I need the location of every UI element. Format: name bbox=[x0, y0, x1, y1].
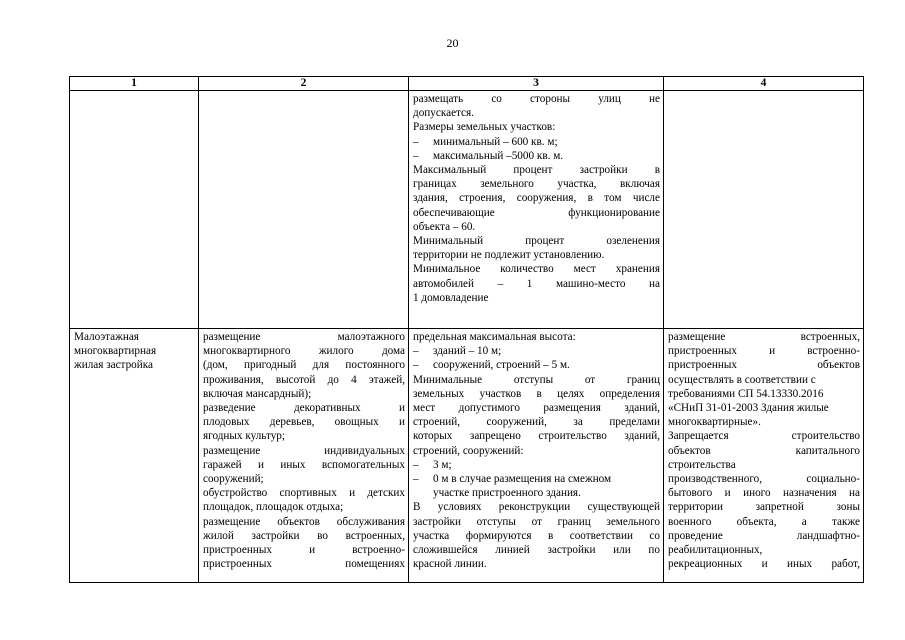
text-line: осуществлять в соответствии с bbox=[668, 373, 816, 386]
text-line: допускается. bbox=[413, 107, 474, 120]
page-number: 20 bbox=[446, 36, 459, 50]
text-line: территории запретной зоны bbox=[668, 501, 860, 514]
text-line: границах земельного участка, включая bbox=[413, 178, 660, 191]
text-line: рекреационных и иных работ, bbox=[668, 558, 860, 571]
column-header-2: 2 bbox=[199, 77, 409, 91]
dash-list-item: – минимальный – 600 кв. м; bbox=[413, 135, 558, 148]
text-line: участка формируются в соответствии со bbox=[413, 529, 660, 542]
text-line: реабилитационных, bbox=[668, 544, 763, 557]
text-line: ягодных культур; bbox=[203, 430, 285, 443]
dash-list-item: – максимальный –5000 кв. м. bbox=[413, 149, 564, 162]
text-line: автомобилей – 1 машино-место на bbox=[413, 277, 660, 290]
column-header-1: 1 bbox=[70, 77, 199, 91]
text-line: производственного, социально- bbox=[668, 473, 860, 486]
text-line: застройки отступы от границ земельного bbox=[413, 515, 660, 528]
text-line: площадок, площадок отдыха; bbox=[203, 501, 344, 514]
row2-col1-cell bbox=[70, 329, 199, 583]
text-line: требованиями СП 54.13330.2016 bbox=[668, 387, 824, 400]
text-line: земельных участков в целях определения bbox=[413, 387, 660, 400]
text-line: строений, сооружений, за пределами bbox=[413, 416, 660, 429]
row1-col3-cell bbox=[409, 91, 664, 329]
text-line: размещение объектов обслуживания bbox=[203, 515, 405, 528]
column-header-4: 4 bbox=[664, 77, 864, 91]
text-line: разведение декоративных и bbox=[203, 402, 405, 415]
use-type-line: Малоэтажная bbox=[74, 331, 139, 343]
text-line: проведение ландшафтно- bbox=[668, 529, 860, 542]
text-line: размещение малоэтажного bbox=[203, 331, 405, 343]
text-line: жилой застройки во встроенных, bbox=[203, 529, 405, 542]
text-line: гаражей и иных вспомогательных bbox=[203, 458, 405, 471]
column-header-3: 3 bbox=[409, 77, 664, 91]
text-line: пристроенных и встроенно- bbox=[203, 544, 405, 557]
dash-list-item: – 3 м; bbox=[413, 458, 452, 471]
text-line: Размеры земельных участков: bbox=[413, 121, 556, 134]
text-line: обустройство спортивных и детских bbox=[203, 487, 405, 500]
text-line: мест допустимого размещения зданий, bbox=[413, 402, 660, 415]
text-line: проживания, высотой до 4 этажей, bbox=[203, 373, 405, 386]
dash-list-item: – зданий – 10 м; bbox=[413, 345, 502, 358]
text-line: Минимальный процент озеленения bbox=[413, 235, 660, 248]
zoning-table bbox=[69, 76, 864, 583]
text-line: Минимальные отступы от границ bbox=[413, 373, 660, 386]
text-line: Минимальное количество мест хранения bbox=[413, 263, 660, 276]
text-line: Максимальный процент застройки в bbox=[413, 164, 660, 177]
text-line: размещение индивидуальных bbox=[203, 444, 405, 457]
table-row bbox=[70, 91, 864, 329]
table-row bbox=[70, 329, 864, 583]
row2-col2-cell bbox=[199, 329, 409, 583]
text-line: включая мансардный); bbox=[203, 387, 312, 400]
text-line: Запрещается строительство bbox=[668, 430, 860, 443]
use-type-line: многоквартирная bbox=[74, 345, 157, 358]
text-line: которых запрещено строительство зданий, bbox=[413, 430, 660, 443]
text-line: обеспечивающие функционирование bbox=[413, 206, 660, 219]
text-line: многоквартирные». bbox=[668, 416, 761, 429]
dash-list-item: – 0 м в случае размещения на смежном bbox=[413, 473, 612, 486]
text-line: 1 домовладение bbox=[413, 291, 489, 304]
row1-col1-cell bbox=[70, 91, 199, 329]
text-line: предельная максимальная высота: bbox=[413, 331, 576, 343]
text-line: размещать со стороны улиц не bbox=[413, 93, 660, 105]
text-line: размещение встроенных, bbox=[668, 331, 860, 343]
text-line: здания, строения, сооружения, в том числе bbox=[413, 192, 660, 205]
text-line: пристроенных помещениях bbox=[203, 558, 405, 571]
table-header-row bbox=[70, 77, 864, 91]
text-line: многоквартирного жилого дома bbox=[203, 345, 405, 358]
row2-col3-cell bbox=[409, 329, 664, 583]
row1-col4-cell bbox=[664, 91, 864, 329]
text-line: территории не подлежит установлению. bbox=[413, 249, 605, 262]
text-line: военного объекта, а также bbox=[668, 515, 860, 528]
text-line: «СНиП 31-01-2003 Здания жилые bbox=[668, 402, 829, 415]
use-type-line: жилая застройка bbox=[74, 359, 153, 372]
text-line: пристроенных и встроенно- bbox=[668, 345, 860, 358]
text-line: (дом, пригодный для постоянного bbox=[203, 359, 405, 372]
row1-col2-cell bbox=[199, 91, 409, 329]
text-line: строений, сооружений: bbox=[413, 444, 524, 457]
row2-col4-cell bbox=[664, 329, 864, 583]
text-line: бытового и иного назначения на bbox=[668, 487, 860, 500]
text-line: В условиях реконструкции существующей bbox=[413, 501, 660, 514]
text-line: плодовых деревьев, овощных и bbox=[203, 416, 405, 429]
text-line: объекта – 60. bbox=[413, 220, 476, 233]
text-line: сложившейся линией застройки или по bbox=[413, 544, 660, 557]
text-line: красной линии. bbox=[413, 558, 487, 571]
text-line: пристроенных объектов bbox=[668, 359, 860, 372]
text-line: строительства bbox=[668, 458, 736, 471]
dash-list-item: – сооружений, строений – 5 м. bbox=[413, 359, 570, 372]
text-line: сооружений; bbox=[203, 473, 264, 486]
text-line: участке пристроенного здания. bbox=[433, 487, 581, 500]
text-line: объектов капитального bbox=[668, 444, 860, 457]
